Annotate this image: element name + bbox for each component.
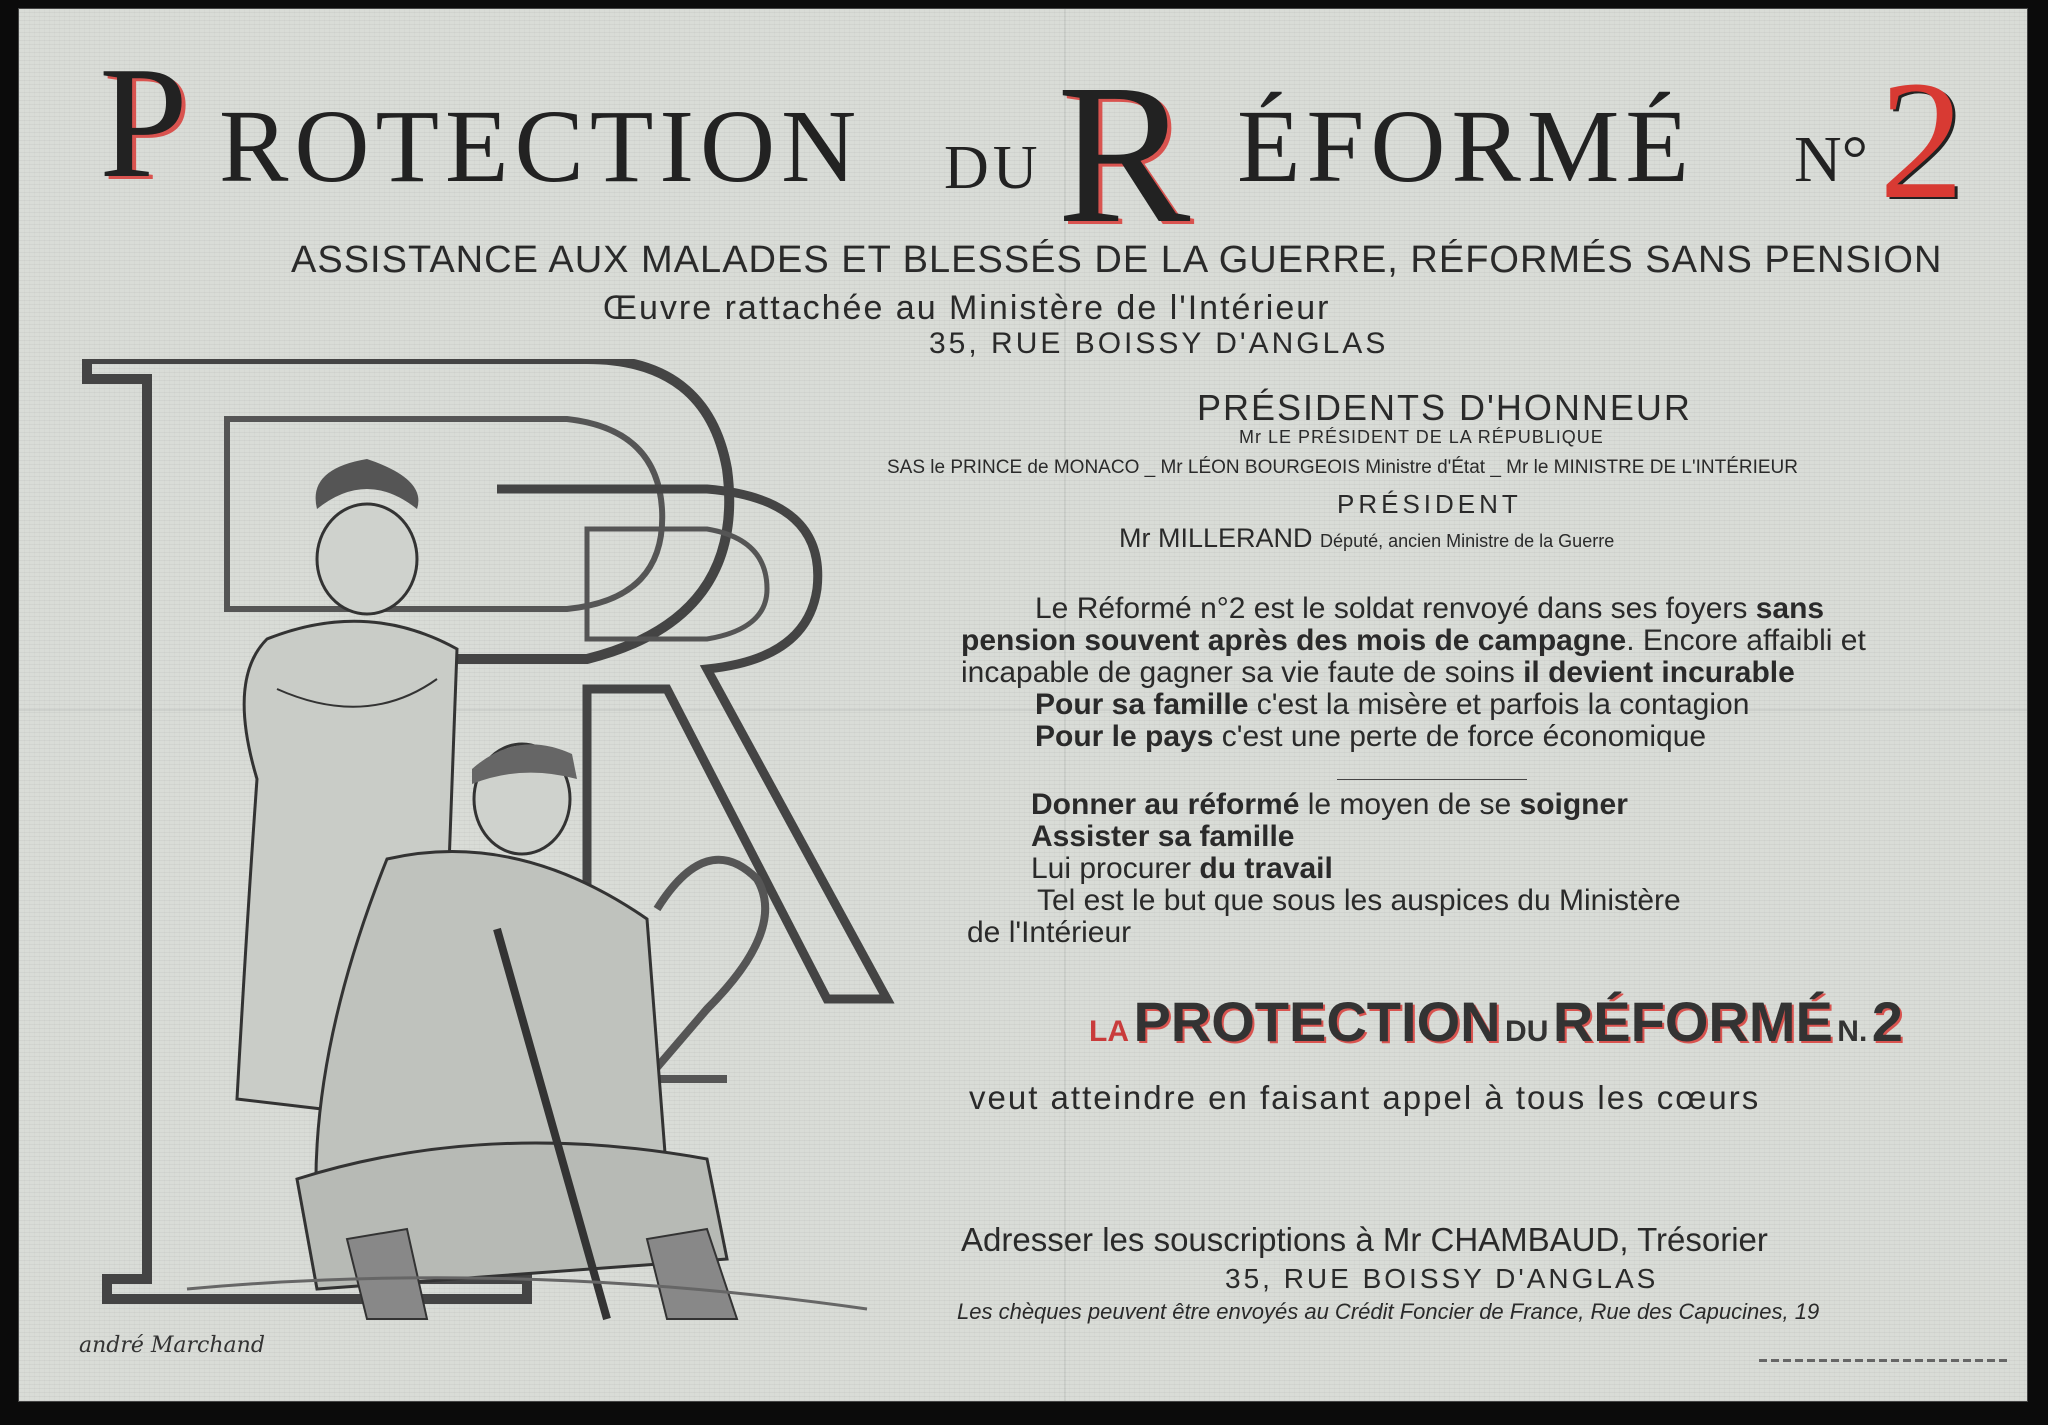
poster xyxy=(18,8,2028,1402)
title-du: DU xyxy=(944,134,1042,202)
aim-3: Lui procurer xyxy=(1031,852,1200,885)
tag-reforme: RÉFORMÉ xyxy=(1552,990,1833,1053)
tag-n: N. xyxy=(1837,1015,1868,1048)
title-number-sign: N° xyxy=(1794,123,1869,196)
para-line-3: incapable de gagner sa vie faute de soins xyxy=(961,656,1524,689)
illustration-soldier-and-wife xyxy=(67,359,927,1349)
appeal-line: veut atteindre en faisant appel à tous les cœurs xyxy=(969,1079,1761,1116)
aim-1-bold: Donner au réformé xyxy=(1031,788,1300,821)
title-protection: ROTECTION xyxy=(219,89,863,204)
honorary-president-republic: Mr LE PRÉSIDENT DE LA RÉPUBLIQUE xyxy=(1239,427,1604,447)
para-line-5-bold: Pour le pays xyxy=(1035,720,1214,753)
monogram-2 xyxy=(647,860,765,1079)
aim-2: Assister sa famille xyxy=(1031,820,1295,853)
aim-1: le moyen de se xyxy=(1299,788,1520,821)
para-line-2-bold: pension souvent après des mois de campagne xyxy=(961,624,1627,657)
subtitle-ministry: Œuvre rattachée au Ministère de l'Intérieur xyxy=(603,289,1331,327)
subtitle-assistance: ASSISTANCE AUX MALADES ET BLESSÉS DE LA GUERRE, RÉFORMÉS SANS PENSION xyxy=(291,239,1943,281)
aims-list xyxy=(967,788,1681,949)
president-heading: PRÉSIDENT xyxy=(1337,489,1522,519)
para-line-4-bold: Pour sa famille xyxy=(1035,688,1249,721)
artist-signature: andré Marchand xyxy=(79,1333,265,1358)
president-title: Député, ancien Ministre de la Guerre xyxy=(1320,531,1615,551)
president-line xyxy=(1119,523,1614,554)
description-paragraph xyxy=(961,593,1921,753)
title-initial-p: P xyxy=(99,33,188,211)
para-line-5: c'est une perte de force économique xyxy=(1213,720,1707,753)
aim-5: de l'Intérieur xyxy=(967,916,1132,949)
title-reforme: ÉFORMÉ xyxy=(1237,89,1695,204)
aim-3-bold: du travail xyxy=(1199,852,1333,885)
honorary-presidents-list: SAS le PRINCE de MONACO _ Mr LÉON BOURGEOIS Ministre d'État _ Mr le MINISTRE DE L'INTÉRIEUR xyxy=(887,457,1798,478)
aim-1-end: soigner xyxy=(1519,788,1628,821)
organization-name xyxy=(1089,989,1903,1054)
address-cheques: Les chèques peuvent être envoyés au Crédit Foncier de France, Rue des Capucines, 19 xyxy=(957,1299,1820,1324)
title-number: 2 xyxy=(1879,46,1964,234)
para-line-4: c'est la misère et parfois la contagion xyxy=(1248,688,1750,721)
para-line-2: . Encore affaibli et xyxy=(1626,624,1866,657)
address-treasurer: Adresser les souscriptions à Mr CHAMBAUD, Trésorier xyxy=(961,1221,1768,1258)
para-line-1: Le Réformé n°2 est le soldat renvoyé dans ses foyers xyxy=(1035,592,1756,625)
para-line-3-bold: il devient incurable xyxy=(1523,656,1795,689)
president-name: Mr MILLERAND xyxy=(1119,523,1313,553)
title-initial-r: R xyxy=(1057,44,1191,265)
subtitle-address: 35, RUE BOISSY D'ANGLAS xyxy=(929,327,1389,360)
printer-mark xyxy=(1759,1359,2009,1362)
divider xyxy=(1337,779,1527,780)
tag-two: 2 xyxy=(1871,990,1903,1053)
tag-du: DU xyxy=(1505,1015,1549,1048)
honorary-presidents-heading: PRÉSIDENTS D'HONNEUR xyxy=(1197,387,1692,428)
aim-4: Tel est le but que sous les auspices du Ministère xyxy=(1037,884,1681,917)
para-line-1-bold: sans xyxy=(1755,592,1825,625)
address-street: 35, RUE BOISSY D'ANGLAS xyxy=(1225,1263,1659,1294)
tag-la: LA xyxy=(1089,1015,1129,1048)
tag-protection: PROTECTION xyxy=(1133,990,1501,1053)
